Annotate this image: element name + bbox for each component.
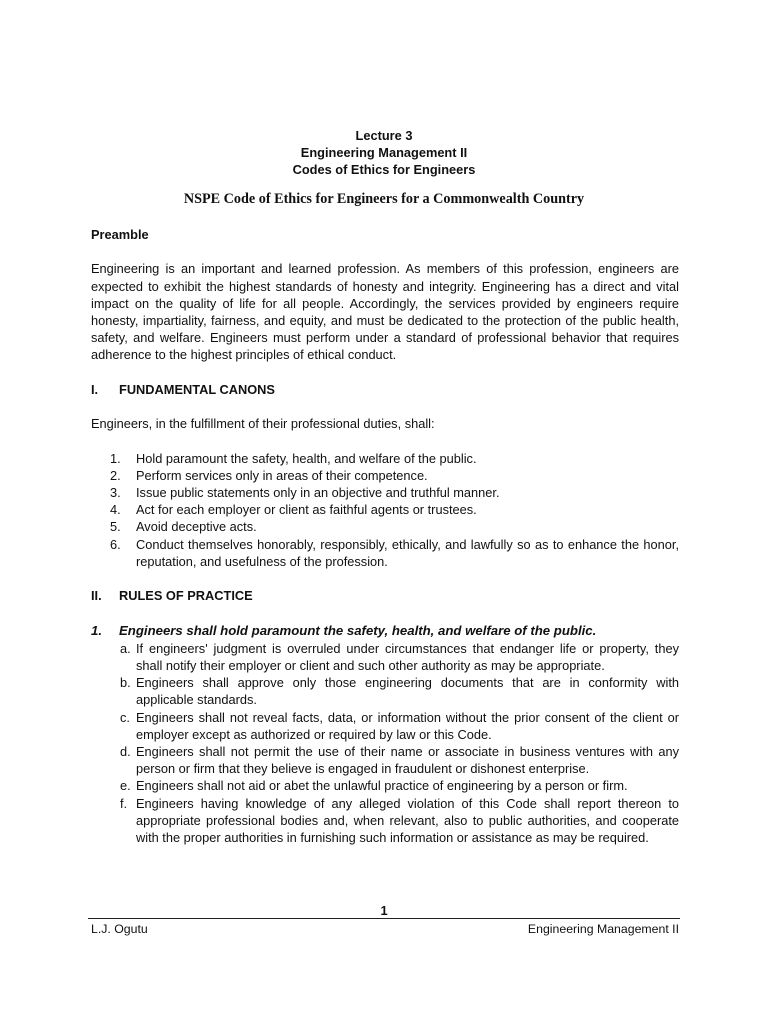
section-title: FUNDAMENTAL CANONS xyxy=(119,381,275,397)
item-text: Issue public statements only in an objective and truthful manner. xyxy=(136,484,500,500)
list-item xyxy=(91,777,679,794)
item-letter: d. xyxy=(120,744,131,759)
list-item xyxy=(91,518,679,535)
item-letter: b. xyxy=(120,675,131,691)
lecture-topic: Codes of Ethics for Engineers xyxy=(292,162,476,177)
list-item xyxy=(91,536,679,570)
list-item xyxy=(91,484,679,501)
footer-course: Engineering Management II xyxy=(527,922,679,936)
item-text: Conduct themselves honorably, responsibly, ethically, and lawfully so as to enhance the honor, reputation, and usefulness of the profession. xyxy=(136,536,679,569)
section-heading-canons xyxy=(91,381,679,398)
item-number: 5. xyxy=(110,519,121,535)
list-item xyxy=(91,450,679,467)
list-item xyxy=(91,709,679,743)
preamble-text: Engineering is an important and learned profession. As members of this profession, engineers are expected to exhibit the highest standards of honesty and integrity. Engineering has a direct and vital impact on the quality of life for all people. Accordingly, the services provided by engineers require honesty, impartiality, fairness, and equity, and must be dedicated to the protection of the public health, safety, and welfare. Engineers must perform under a standard of professional behavior that requires adherence to the highest principles of ethical conduct. xyxy=(91,261,679,363)
item-text: Engineers having knowledge of any alleged violation of this Code shall report thereon to appropriate professional bodies and, when relevant, also to public authorities, and cooperate with the proper authorities in furnishing such information or assistance as may be required. xyxy=(136,795,679,846)
rule-heading xyxy=(91,622,679,639)
item-text: Engineers shall not permit the use of their name or associate in business ventures with any person or firm that they believe is engaged in fraudulent or dishonest enterprise. xyxy=(136,744,679,777)
course-title: Engineering Management II xyxy=(300,145,468,160)
rule-text: Engineers shall hold paramount the safety, health, and welfare of the public. xyxy=(119,622,597,638)
list-item xyxy=(91,795,679,847)
item-text: Perform services only in areas of their competence. xyxy=(136,467,428,483)
list-item xyxy=(91,501,679,518)
item-number: 3. xyxy=(110,484,121,500)
item-number: 4. xyxy=(110,502,121,518)
item-number: 2. xyxy=(110,467,121,483)
item-letter: a. xyxy=(120,640,131,656)
section-number: I. xyxy=(91,381,99,397)
list-item xyxy=(91,467,679,484)
item-number: 1. xyxy=(110,450,121,466)
section-title: RULES OF PRACTICE xyxy=(119,588,253,604)
item-text: Avoid deceptive acts. xyxy=(136,519,257,535)
footer-author: L.J. Ogutu xyxy=(91,922,148,936)
page-number: 1 xyxy=(380,903,388,918)
item-text: If engineers' judgment is overruled under circumstances that endanger life or property, they shall notify their employer or client and such other authority as may be appropriate. xyxy=(136,640,679,673)
document-body xyxy=(91,226,679,846)
footer-divider xyxy=(88,918,680,919)
item-letter: c. xyxy=(120,709,130,725)
lecture-number: Lecture 3 xyxy=(355,128,413,143)
rule-number: 1. xyxy=(91,622,102,638)
item-number: 6. xyxy=(110,536,121,552)
canons-list xyxy=(91,450,679,570)
lecture-header xyxy=(0,127,768,178)
section-number: II. xyxy=(91,588,102,604)
list-item xyxy=(91,674,679,708)
item-letter: f. xyxy=(120,795,128,811)
item-text: Engineers shall approve only those engineering documents that are in conformity with applicable standards. xyxy=(136,675,679,708)
item-text: Engineers shall not reveal facts, data, or information without the prior consent of the client or employer except as authorized or required by law or this Code. xyxy=(136,709,679,742)
item-text: Engineers shall not aid or abet the unlawful practice of engineering by a person or firm. xyxy=(136,778,628,794)
canons-intro: Engineers, in the fulfillment of their professional duties, shall: xyxy=(91,416,435,432)
preamble-heading: Preamble xyxy=(91,227,149,242)
item-text: Act for each employer or client as faithful agents or trustees. xyxy=(136,502,477,518)
page-footer xyxy=(91,922,679,936)
list-item xyxy=(91,743,679,777)
document-title: NSPE Code of Ethics for Engineers for a Commonwealth Country xyxy=(183,191,585,207)
item-letter: e. xyxy=(120,778,131,794)
section-heading-rules xyxy=(91,587,679,604)
rules-list xyxy=(91,640,679,846)
list-item xyxy=(91,640,679,674)
item-text: Hold paramount the safety, health, and welfare of the public. xyxy=(136,450,477,466)
